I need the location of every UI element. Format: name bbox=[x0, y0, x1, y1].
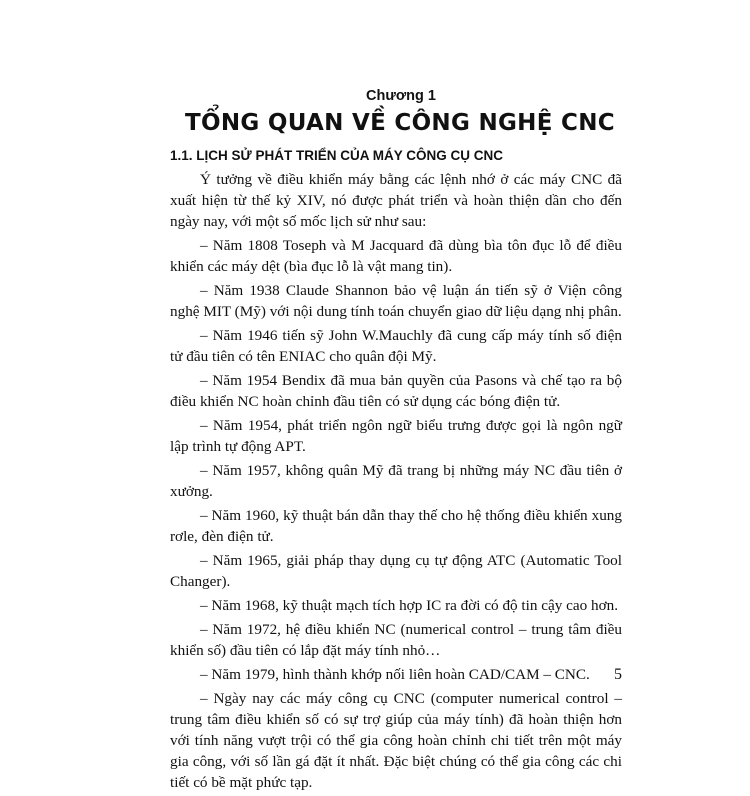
history-item: – Năm 1957, không quân Mỹ đã trang bị những máy NC đầu tiên ở xưởng. bbox=[170, 462, 622, 500]
history-item: – Năm 1972, hệ điều khiển NC (numerical control – trung tâm điều khiển số) đầu tiên có lắp đặt máy tính nhỏ… bbox=[170, 621, 622, 659]
intro-paragraph: Ý tưởng về điều khiển máy bằng các lệnh nhớ ở các máy CNC đã xuất hiện từ thế kỷ XIV, nó được phát triển và hoàn thiện dần cho đến ngày nay, với một số mốc lịch sử như sau: bbox=[170, 171, 622, 230]
history-item: – Năm 1965, giải pháp thay dụng cụ tự động ATC (Automatic Tool Changer). bbox=[170, 552, 622, 590]
history-item: – Năm 1979, hình thành khớp nối liên hoàn CAD/CAM – CNC. bbox=[200, 666, 590, 683]
chapter-title: TỔNG QUAN VỀ CÔNG NGHỆ CNC bbox=[185, 110, 615, 136]
page-number: 5 bbox=[614, 666, 622, 683]
history-item: – Năm 1960, kỹ thuật bán dẫn thay thế cho hệ thống điều khiển xung rơle, đèn điện tử. bbox=[170, 507, 622, 545]
history-item: – Năm 1954, phát triển ngôn ngữ biểu trưng được gọi là ngôn ngữ lập trình tự động APT. bbox=[170, 417, 622, 455]
section-heading: 1.1. LỊCH SỬ PHÁT TRIỂN CỦA MÁY CÔNG CỤ CNC bbox=[170, 148, 503, 163]
history-item: – Năm 1808 Toseph và M Jacquard đã dùng bìa tôn đục lỗ để điều khiển các máy dệt (bìa đục lỗ là vật mang tin). bbox=[170, 237, 622, 275]
chapter-label: Chương 1 bbox=[366, 88, 436, 104]
history-item: – Năm 1968, kỹ thuật mạch tích hợp IC ra đời có độ tin cậy cao hơn. bbox=[200, 597, 619, 614]
history-item: – Năm 1938 Claude Shannon bảo vệ luận án tiến sỹ ở Viện công nghệ MIT (Mỹ) với nội dung tính toán chuyển giao dữ liệu dạng nhị phân. bbox=[170, 282, 622, 320]
history-item: – Năm 1954 Bendix đã mua bản quyền của Pasons và chế tạo ra bộ điều khiển NC hoàn chỉnh đầu tiên có sử dụng các bóng điện tử. bbox=[170, 372, 622, 410]
document-page bbox=[170, 88, 622, 796]
history-item: – Năm 1946 tiến sỹ John W.Mauchly đã cung cấp máy tính số điện tử đầu tiên có tên ENIAC cho quân đội Mỹ. bbox=[170, 327, 622, 365]
history-item: – Ngày nay các máy công cụ CNC (computer numerical control – trung tâm điều khiển số có sự trợ giúp của máy tính) đã hoàn thiện hơn với tính năng vượt trội có thể gia công hoàn chỉnh chi tiết trên một máy gia công, với số lần gá đặt ít nhất. Đặc biệt chúng có thể gia công các chi tiết có bề mặt phức tạp. bbox=[170, 690, 622, 791]
